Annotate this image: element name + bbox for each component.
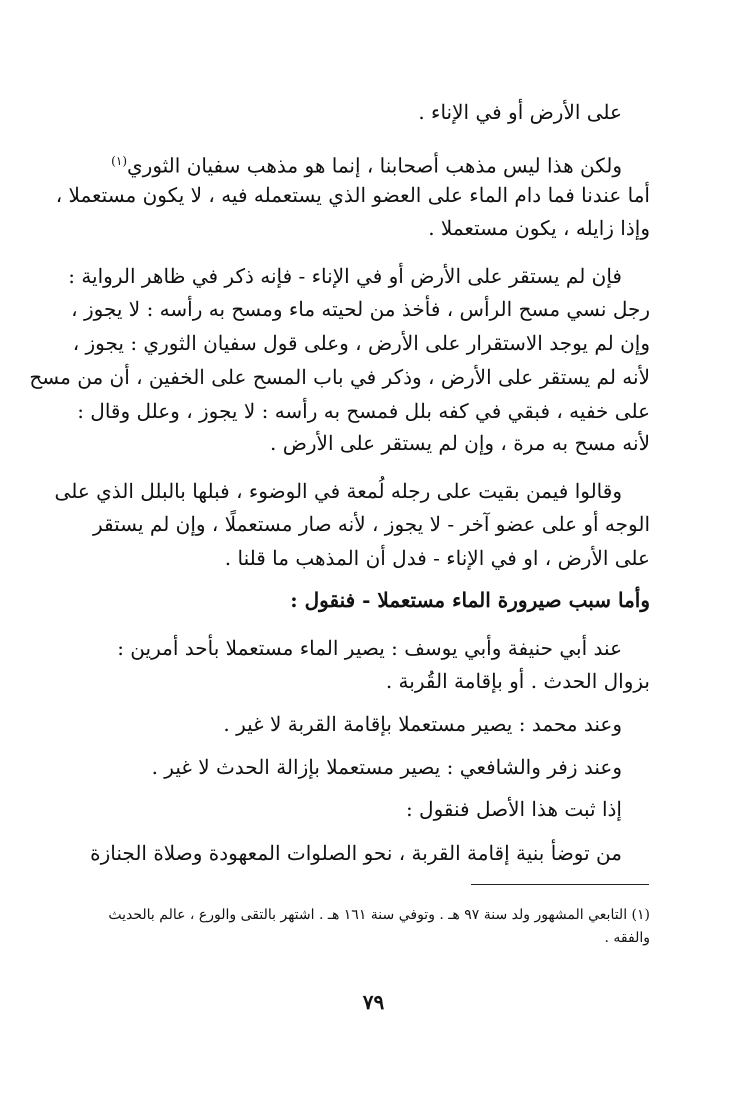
text-line: إذا ثبت هذا الأصل فنقول : bbox=[405, 797, 622, 821]
text-line: وعند زفر والشافعي : يصير مستعملا بإزالة الحدث لا غير . bbox=[151, 755, 622, 779]
footnote-marker: (١) bbox=[111, 154, 127, 168]
page-number: ٧٩ bbox=[362, 990, 385, 1014]
text-line: لأنه لم يستقر على الأرض ، وذكر في باب المسح على الخفين ، أن من مسح bbox=[29, 365, 650, 389]
text-line: وعند محمد : يصير مستعملا بإقامة القربة لا غير . bbox=[223, 712, 622, 736]
text-line: على الأرض أو في الإناء . bbox=[418, 100, 622, 124]
text-line: فإن لم يستقر على الأرض أو في الإناء - فإنه ذكر في ظاهر الرواية : bbox=[68, 264, 622, 288]
text-line bbox=[111, 146, 650, 181]
text-line: وإذا زايله ، يكون مستعملا . bbox=[428, 216, 650, 240]
text-line: أما عندنا فما دام الماء على العضو الذي يستعمله فيه ، لا يكون مستعملا ، bbox=[55, 183, 650, 207]
footnote-line: والفقه . bbox=[604, 930, 650, 946]
text-line: وقالوا فيمن بقيت على رجله لُمعة في الوضوء ، فبلها بالبلل الذي على bbox=[54, 479, 622, 503]
text-line: بزوال الحدث . أو بإقامة القُربة . bbox=[385, 669, 650, 693]
footnote-line: (١) التابعي المشهور ولد سنة ٩٧ هـ . وتوفي سنة ١٦١ هـ . اشتهر بالتقى والورع ، عالم بالحديث bbox=[108, 907, 650, 923]
text-line: على الأرض ، او في الإناء - فدل أن المذهب ما قلنا . bbox=[224, 546, 650, 570]
section-heading: وأما سبب صيرورة الماء مستعملا - فنقول : bbox=[290, 588, 650, 612]
text-line: الوجه أو على عضو آخر - لا يجوز ، لأنه صار مستعملًا ، وإن لم يستقر bbox=[92, 512, 650, 536]
footnote-separator bbox=[471, 884, 649, 885]
text-segment: ولكن هذا ليس مذهب أصحابنا ، إنما هو مذهب سفيان الثوري bbox=[127, 153, 622, 178]
text-line: لأنه مسح به مرة ، وإن لم يستقر على الأرض . bbox=[270, 431, 650, 455]
text-line: رجل نسي مسح الرأس ، فأخذ من لحيته ماء ومسح به رأسه : لا يجوز ، bbox=[71, 297, 650, 321]
text-line: عند أبي حنيفة وأبي يوسف : يصير الماء مستعملا بأحد أمرين : bbox=[117, 636, 622, 660]
text-line: على خفيه ، فبقي في كفه بلل فمسح به رأسه : لا يجوز ، وعلل وقال : bbox=[77, 399, 650, 423]
text-line: من توضأ بنية إقامة القربة ، نحو الصلوات المعهودة وصلاة الجنازة bbox=[90, 841, 622, 865]
text-line: وإن لم يوجد الاستقرار على الأرض ، وعلى قول سفيان الثوري : يجوز ، bbox=[72, 331, 650, 355]
